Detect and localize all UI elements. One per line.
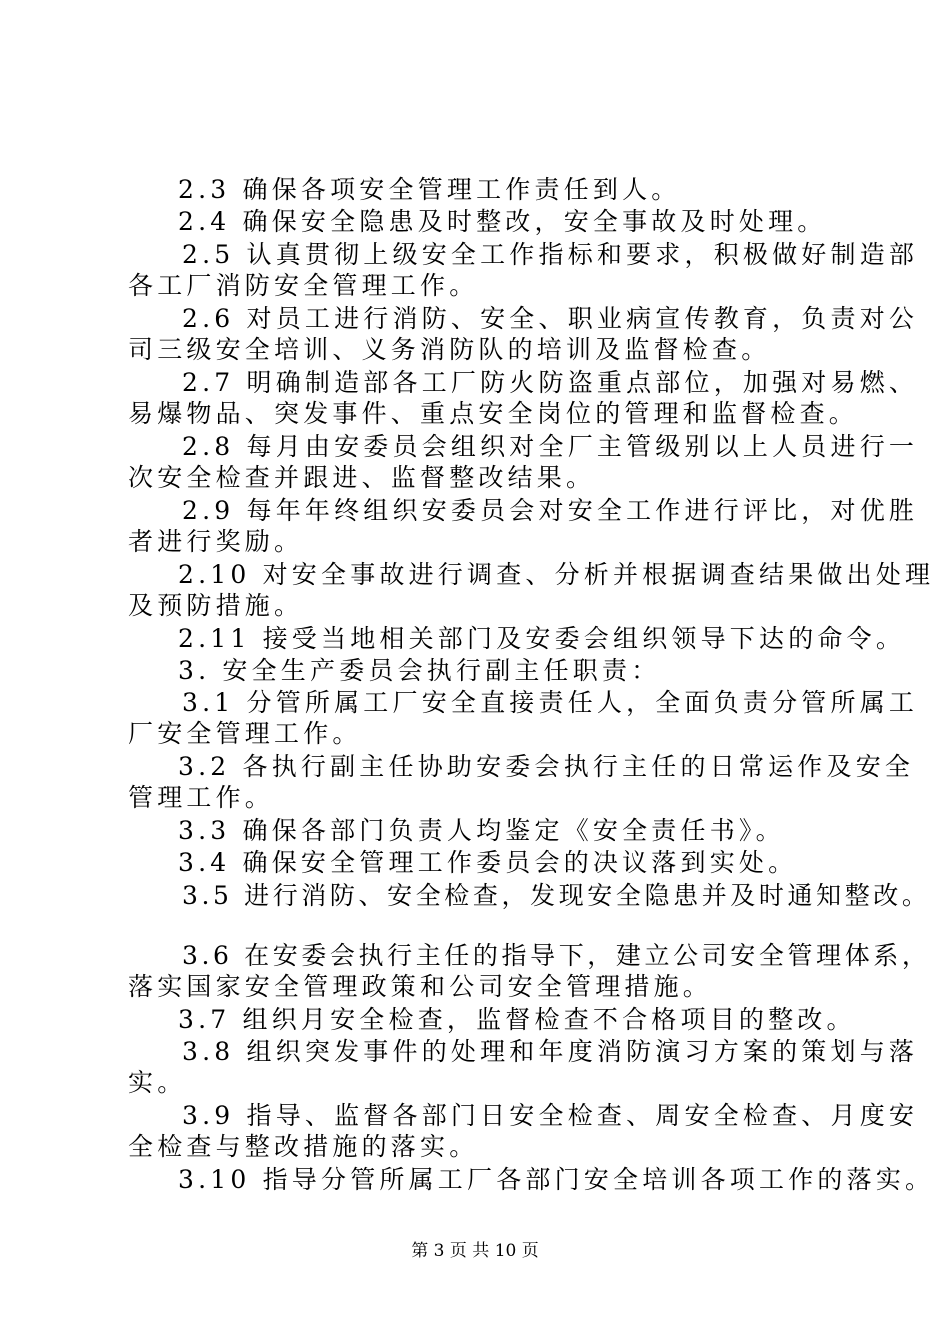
- page-number-footer: 第 3 页 共 10 页: [411, 1241, 539, 1261]
- text-line: 3.10 指导分管所属工厂各部门安全培训各项工作的落实。: [178, 1165, 935, 1194]
- text-line: 次安全检查并跟进、监督整改结果。: [128, 463, 596, 492]
- text-line: 易爆物品、突发事件、重点安全岗位的管理和监督检查。: [128, 399, 859, 428]
- text-line: 2.9 每年年终组织安委员会对安全工作进行评比，对优胜: [182, 496, 919, 525]
- text-line: 3.4 确保安全管理工作委员会的决议落到实处。: [178, 848, 798, 877]
- text-line: 各工厂消防安全管理工作。: [128, 271, 479, 300]
- text-line: 3.1 分管所属工厂安全直接责任人，全面负责分管所属工: [182, 688, 919, 717]
- text-line: 2.3 确保各项安全管理工作责任到人。: [178, 175, 681, 204]
- text-line: 2.8 每月由安委员会组织对全厂主管级别以上人员进行一: [182, 432, 919, 461]
- text-line: 3.3 确保各部门负责人均鉴定《安全责任书》。: [178, 816, 785, 845]
- text-line: 3.7 组织月安全检查，监督检查不合格项目的整改。: [178, 1005, 856, 1034]
- text-line: 全检查与整改措施的落实。: [128, 1132, 479, 1161]
- text-line: 2.10 对安全事故进行调查、分析并根据调查结果做出处理: [178, 560, 935, 589]
- text-line: 落实国家安全管理政策和公司安全管理措施。: [128, 972, 713, 1001]
- text-line: 2.11 接受当地相关部门及安委会组织领导下达的命令。: [178, 624, 906, 653]
- text-line: 实。: [128, 1068, 187, 1097]
- text-line: 3.6 在安委会执行主任的指导下，建立公司安全管理体系，: [182, 941, 931, 970]
- text-line: 2.6 对员工进行消防、安全、职业病宣传教育，负责对公: [182, 304, 919, 333]
- text-line: 2.5 认真贯彻上级安全工作指标和要求，积极做好制造部: [182, 240, 919, 269]
- text-line: 者进行奖励。: [128, 527, 304, 556]
- text-line: 厂安全管理工作。: [128, 719, 362, 748]
- text-line: 2.7 明确制造部各工厂防火防盗重点部位，加强对易燃、: [182, 368, 919, 397]
- text-line: 3.8 组织突发事件的处理和年度消防演习方案的策划与落: [182, 1037, 919, 1066]
- text-line: 2.4 确保安全隐患及时整改，安全事故及时处理。: [178, 207, 827, 236]
- text-line: 3.9 指导、监督各部门日安全检查、周安全检查、月度安: [182, 1101, 919, 1130]
- text-line: 3. 安全生产委员会执行副主任职责：: [178, 656, 661, 685]
- text-line: 3.2 各执行副主任协助安委会执行主任的日常运作及安全: [178, 752, 915, 781]
- text-line: 及预防措施。: [128, 591, 304, 620]
- text-line: 3.5 进行消防、安全检查，发现安全隐患并及时通知整改。: [182, 881, 931, 910]
- text-line: 管理工作。: [128, 783, 275, 812]
- text-line: 司三级安全培训、义务消防队的培训及监督检查。: [128, 335, 771, 364]
